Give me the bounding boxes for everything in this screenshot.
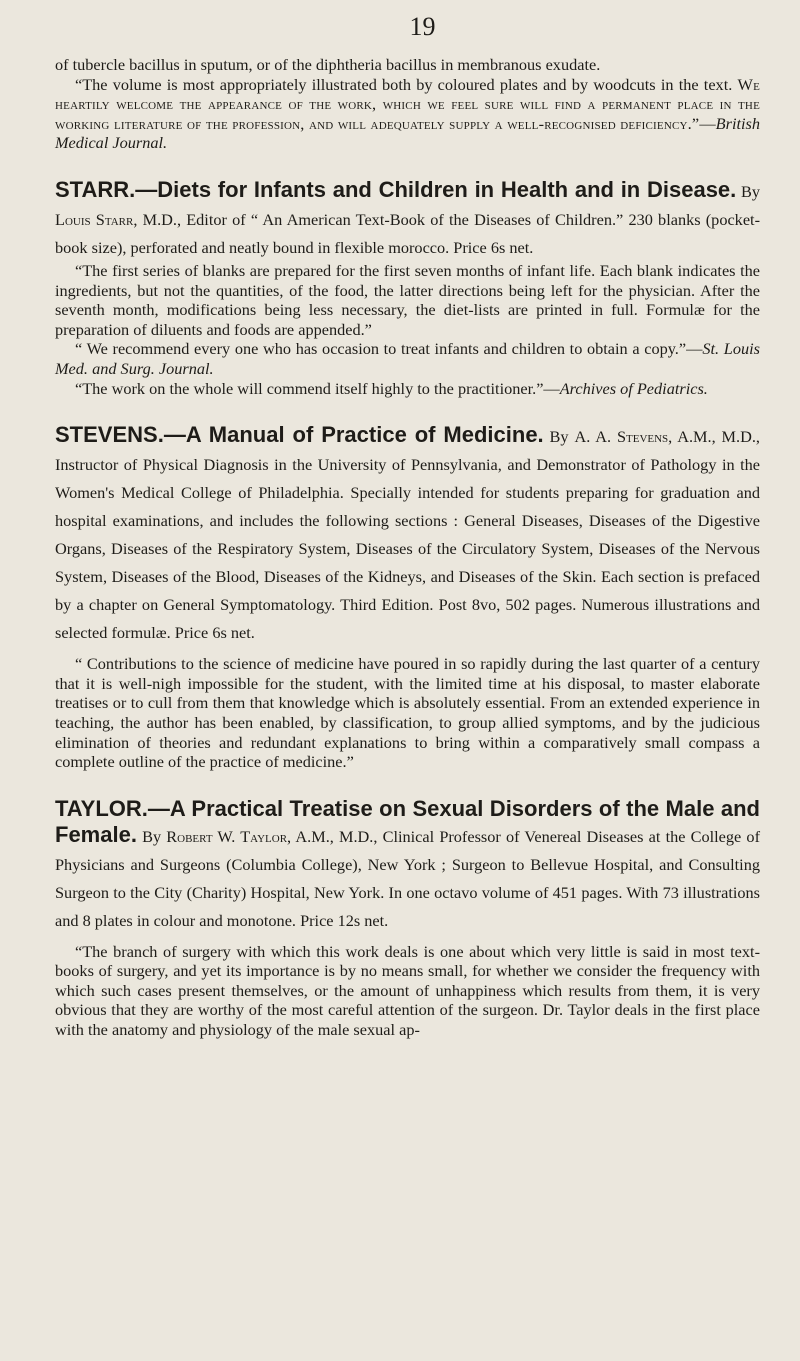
- entry-surname: TAYLOR.: [55, 795, 148, 821]
- quote-text: “ Contributions to the science of medicine have poured in so rapidly during the last quarter of a century that it is well-nigh impossible for the student, with the limited time at his disposal, to master elaborate treatises or to cull from them that knowledge which is absolutely essential. From an extended experience in teaching, the author has been enabled, by classification, to group allied symptoms, and by the judicious elimination of theories and redundant explanations to bring within a comparatively small compass a complete outline of the practice of medicine.”: [55, 654, 760, 772]
- entry-review-quote: [55, 379, 760, 399]
- review-quote-text: “The volume is most appropriately illustrated both by coloured plates and by woodcuts in the text.: [75, 74, 738, 94]
- entry-review-quote: [55, 942, 760, 1040]
- source-dash: —: [699, 113, 716, 133]
- entry-by: By: [543, 427, 575, 447]
- entry-author: Robert W. Taylor: [166, 826, 288, 846]
- entry-title: —A Manual of Practice of Medicine.: [163, 422, 544, 448]
- entry-description: , A.M., M.D., Instructor of Physical Diagnosis in the University of Pennsylvania, and Demonstrator of Pathology in the Women's Medical College of Philadelphia. Specially intended for students preparing for graduation and hospital examinations, and includes the following sections : General Diseases, Diseases of the Digestive Organs, Diseases of the Respiratory System, Diseases of the Circulatory System, Diseases of the Nervous System, Diseases of the Blood, Diseases of the Kidneys, and Diseases of the Skin. Each section is prefaced by a chapter on General Symptomatology. Third Edition. Post 8vo, 502 pages. Numerous illustrations and selected formulæ. Price 6s net.: [55, 427, 760, 643]
- entry-heading: [55, 796, 760, 934]
- entry-heading: [55, 177, 760, 261]
- quote-text: “The branch of surgery with which this work deals is one about which very little is said in most text-books of surgery, and yet its importance is by no means small, for whether we consider the frequency with which such cases present themselves, or the amount of unhappiness which results from them, it is very obvious that they are worthy of the most careful attention of the surgeon. Dr. Taylor deals in the first place with the anatomy and physiology of the male sexual ap-: [55, 941, 760, 1040]
- entry-review-quote: [55, 339, 760, 378]
- quote-text: “The work on the whole will commend itself highly to the practitioner.”—: [75, 378, 560, 398]
- continued-text: of tubercle bacillus in sputum, or of the diphtheria bacillus in membranous exudate.: [55, 55, 601, 74]
- book-entry: [55, 422, 760, 772]
- review-quote: [55, 75, 760, 153]
- review-quote-caps: We heartily welcome the appearance of the work, which we feel sure will find a permanent place in the working literature of the profession, and will adequately supply a well-recognised deficiency.”: [55, 74, 760, 133]
- quote-text: “ We recommend every one who has occasion to treat infants and children to obtain a copy.”—: [75, 339, 703, 359]
- quote-source: St. Louis Med. and Surg. Journal.: [55, 339, 760, 378]
- continued-review: [55, 55, 760, 153]
- entry-by: By: [736, 181, 761, 201]
- page-number: 19: [409, 12, 436, 41]
- entry-title: —A Practical Treatise on Sexual Disorders of the Male and Female.: [55, 795, 760, 847]
- book-listings: [55, 177, 760, 1040]
- entry-heading: [55, 422, 760, 646]
- review-source: British Medical Journal.: [55, 113, 760, 153]
- entry-by: By: [136, 826, 167, 846]
- book-entry: [55, 796, 760, 1040]
- entry-review-quote: [55, 654, 760, 772]
- entry-surname: STARR.: [55, 176, 136, 202]
- entry-surname: STEVENS.: [55, 422, 164, 448]
- entry-title: —Diets for Infants and Children in Health and in Disease.: [135, 176, 737, 202]
- entry-author: Louis Starr: [55, 209, 134, 229]
- book-entry: [55, 177, 760, 398]
- entry-description: , M.D., Editor of “ An American Text-Book of the Diseases of Children.” 230 blanks (pocket-book size), perforated and neatly bound in flexible morocco. Price 6s net.: [55, 209, 760, 257]
- entry-description: , A.M., M.D., Clinical Professor of Venereal Diseases at the College of Physicians and Surgeons (Columbia College), New York ; Surgeon to Bellevue Hospital, and Consulting Surgeon to the City (Charity) Hospital, New York. In one octavo volume of 451 pages. With 73 illustrations and 8 plates in colour and monotone. Price 12s net.: [55, 826, 760, 930]
- quote-text: “The first series of blanks are prepared for the first seven months of infant life. Each blank indicates the ingredients, but not the quantities, of the food, the latter directions being left for the physician. After the seventh month, modifications being less necessary, the diet-lists are printed in full. Formulæ for the preparation of diluents and foods are appended.”: [55, 260, 760, 339]
- entry-review-quote: [55, 261, 760, 339]
- quote-source: Archives of Pediatrics.: [559, 378, 708, 398]
- entry-author: A. A. Stevens: [574, 427, 669, 447]
